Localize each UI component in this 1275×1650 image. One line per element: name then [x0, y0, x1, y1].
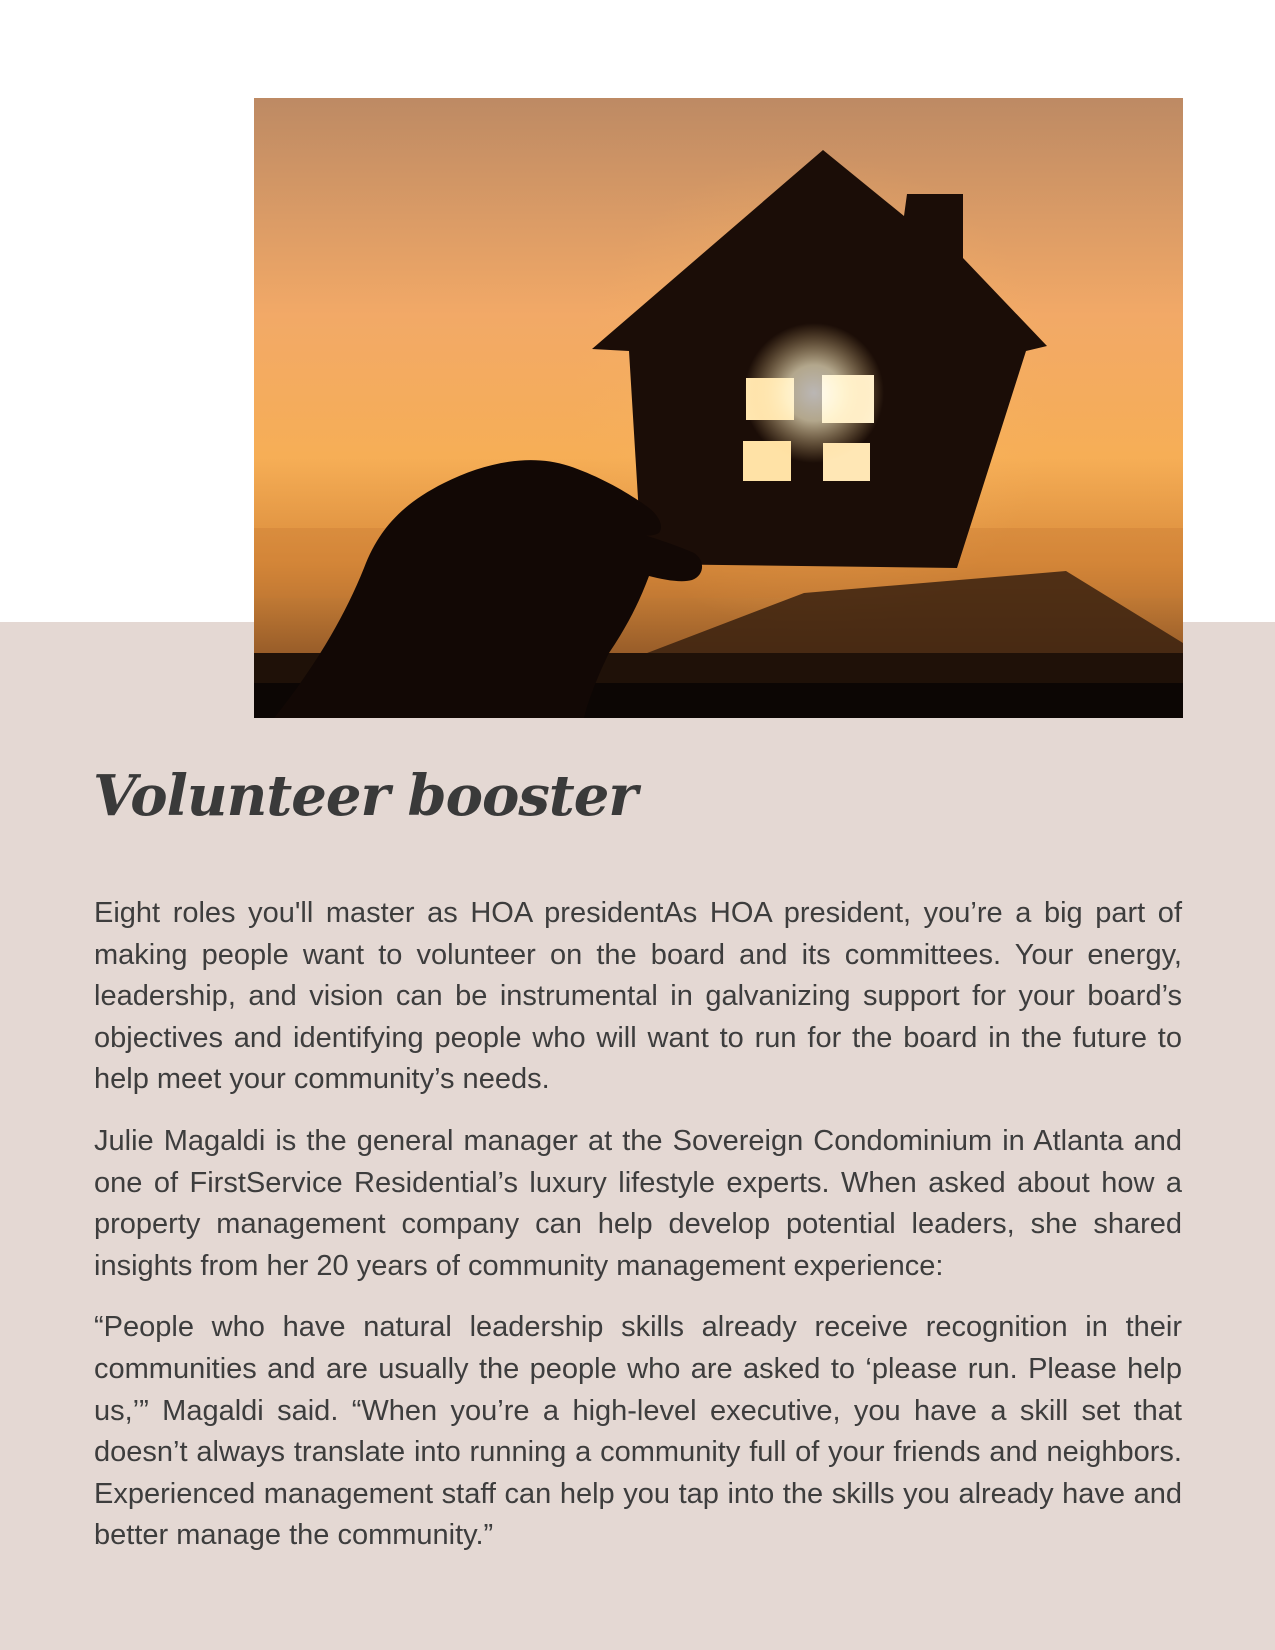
- background-paragraph: Julie Magaldi is the general manager at the Sovereign Condominium in Atlanta and one of FirstService Residential’s luxury lifestyle experts. When asked about how a property management company can help develop potential leaders, she shared insights from her 20 years of community management experience:: [94, 1124, 1182, 1282]
- article-body: [94, 893, 1182, 1577]
- hero-photo: [254, 98, 1183, 718]
- quote-paragraph: “People who have natural leadership skills already receive recognition in their communities and are usually the people who are asked to ‘please run. Please help us,’” Magaldi said. “When you’re a high-level executive, you have a skill set that doesn’t always translate into running a community full of your friends and neighbors. Experienced management staff can help you tap into the skills you already have and better manage the community.”: [94, 1311, 1182, 1552]
- article-heading: Volunteer booster: [93, 763, 637, 829]
- intro-paragraph: Eight roles you'll master as HOA presidentAs HOA president, you’re a big part of making people want to volunteer on the board and its committees. Your energy, leadership, and vision can be instrumental in galvanizing support for your board’s objectives and identifying people who will want to run for the board in the future to help meet your community’s needs.: [94, 897, 1182, 1096]
